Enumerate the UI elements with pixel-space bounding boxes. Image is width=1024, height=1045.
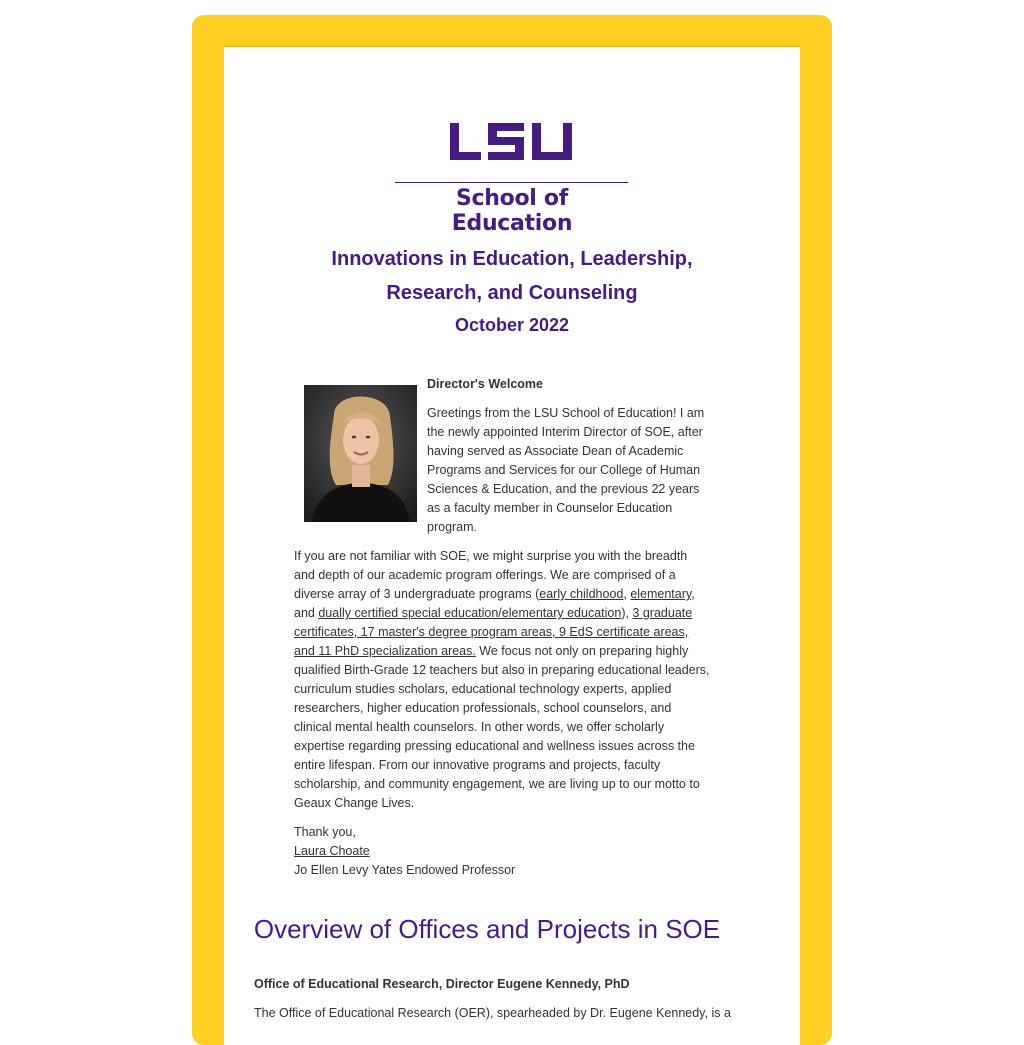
body-text: and bbox=[294, 606, 319, 620]
welcome-heading: Director's Welcome bbox=[427, 377, 543, 391]
newsletter-title-line2: Research, and Counseling bbox=[386, 282, 638, 304]
intro-line: Sciences & Education, and the previous 22 years bbox=[427, 482, 700, 496]
body-line: qualified Birth-Grade 12 teachers but also in preparing educational leaders, bbox=[294, 663, 710, 677]
graduate-programs-link[interactable]: certificates, 17 master's degree program areas, 9 EdS certificate areas, bbox=[294, 625, 689, 639]
school-name: School of Education bbox=[451, 186, 573, 236]
body-text: We focus not only on preparing highly bbox=[475, 644, 689, 658]
body-line: Geaux Change Lives. bbox=[294, 796, 415, 810]
lsu-logo bbox=[448, 120, 576, 162]
body-text: ), bbox=[621, 606, 633, 620]
overview-title: Overview of Offices and Projects in SOE bbox=[253, 914, 721, 944]
office-text: The Office of Educational Research (OER), spearheaded by Dr. Eugene Kennedy, is a bbox=[254, 1006, 731, 1020]
early-childhood-link[interactable]: early childhood bbox=[539, 587, 624, 601]
newsletter-title-line1: Innovations in Education, Leadership, bbox=[331, 248, 693, 270]
body-line: expertise regarding pressing educational and wellness issues across the bbox=[294, 739, 695, 753]
body-line: If you are not familiar with SOE, we might surprise you with the breadth bbox=[294, 549, 688, 563]
dual-certification-link[interactable]: dually certified special education/elementary education bbox=[318, 606, 622, 620]
body-line bbox=[294, 623, 734, 642]
office-heading: Office of Educational Research, Director Eugene Kennedy, PhD bbox=[254, 977, 630, 991]
issue-date: October 2022 bbox=[454, 315, 570, 335]
body-line: curriculum studies scholars, educational technology experts, applied bbox=[294, 682, 672, 696]
signer-title: Jo Ellen Levy Yates Endowed Professor bbox=[294, 863, 516, 877]
intro-line: having served as Associate Dean of Academic bbox=[427, 444, 684, 458]
body-text: , bbox=[691, 587, 695, 601]
intro-line: the newly appointed Interim Director of SOE, after bbox=[427, 425, 703, 439]
body-line: and depth of our academic program offerings. We are comprised of a bbox=[294, 568, 676, 582]
graduate-programs-link[interactable]: and 11 PhD specialization areas. bbox=[294, 644, 476, 658]
welcome-body bbox=[294, 547, 734, 813]
intro-line: program. bbox=[427, 520, 478, 534]
signature-block bbox=[294, 823, 734, 880]
body-line: clinical mental health counselors. In other words, we offer scholarly bbox=[294, 720, 665, 734]
graduate-programs-link[interactable]: 3 graduate bbox=[632, 606, 693, 620]
intro-line: as a faculty member in Counselor Education bbox=[427, 501, 673, 515]
intro-line: Greetings from the LSU School of Education! I am bbox=[427, 406, 705, 420]
body-line: scholarship, and community engagement, we are living up to our motto to bbox=[294, 777, 700, 791]
body-text: diverse array of 3 undergraduate programs ( bbox=[294, 587, 540, 601]
body-line: researchers, higher education professionals, school counselors, and bbox=[294, 701, 672, 715]
signoff: Thank you, bbox=[294, 825, 356, 839]
intro-line: Programs and Services for our College of Human bbox=[427, 463, 701, 477]
body-line bbox=[294, 642, 734, 661]
body-line bbox=[294, 604, 734, 623]
signer-link[interactable]: Laura Choate bbox=[294, 844, 370, 858]
director-portrait bbox=[304, 385, 417, 522]
logo-divider bbox=[395, 182, 628, 183]
body-line bbox=[294, 585, 734, 604]
body-line: entire lifespan. From our innovative programs and projects, faculty bbox=[294, 758, 661, 772]
body-text: , bbox=[623, 587, 631, 601]
elementary-link[interactable]: elementary bbox=[630, 587, 692, 601]
welcome-intro bbox=[427, 404, 727, 537]
